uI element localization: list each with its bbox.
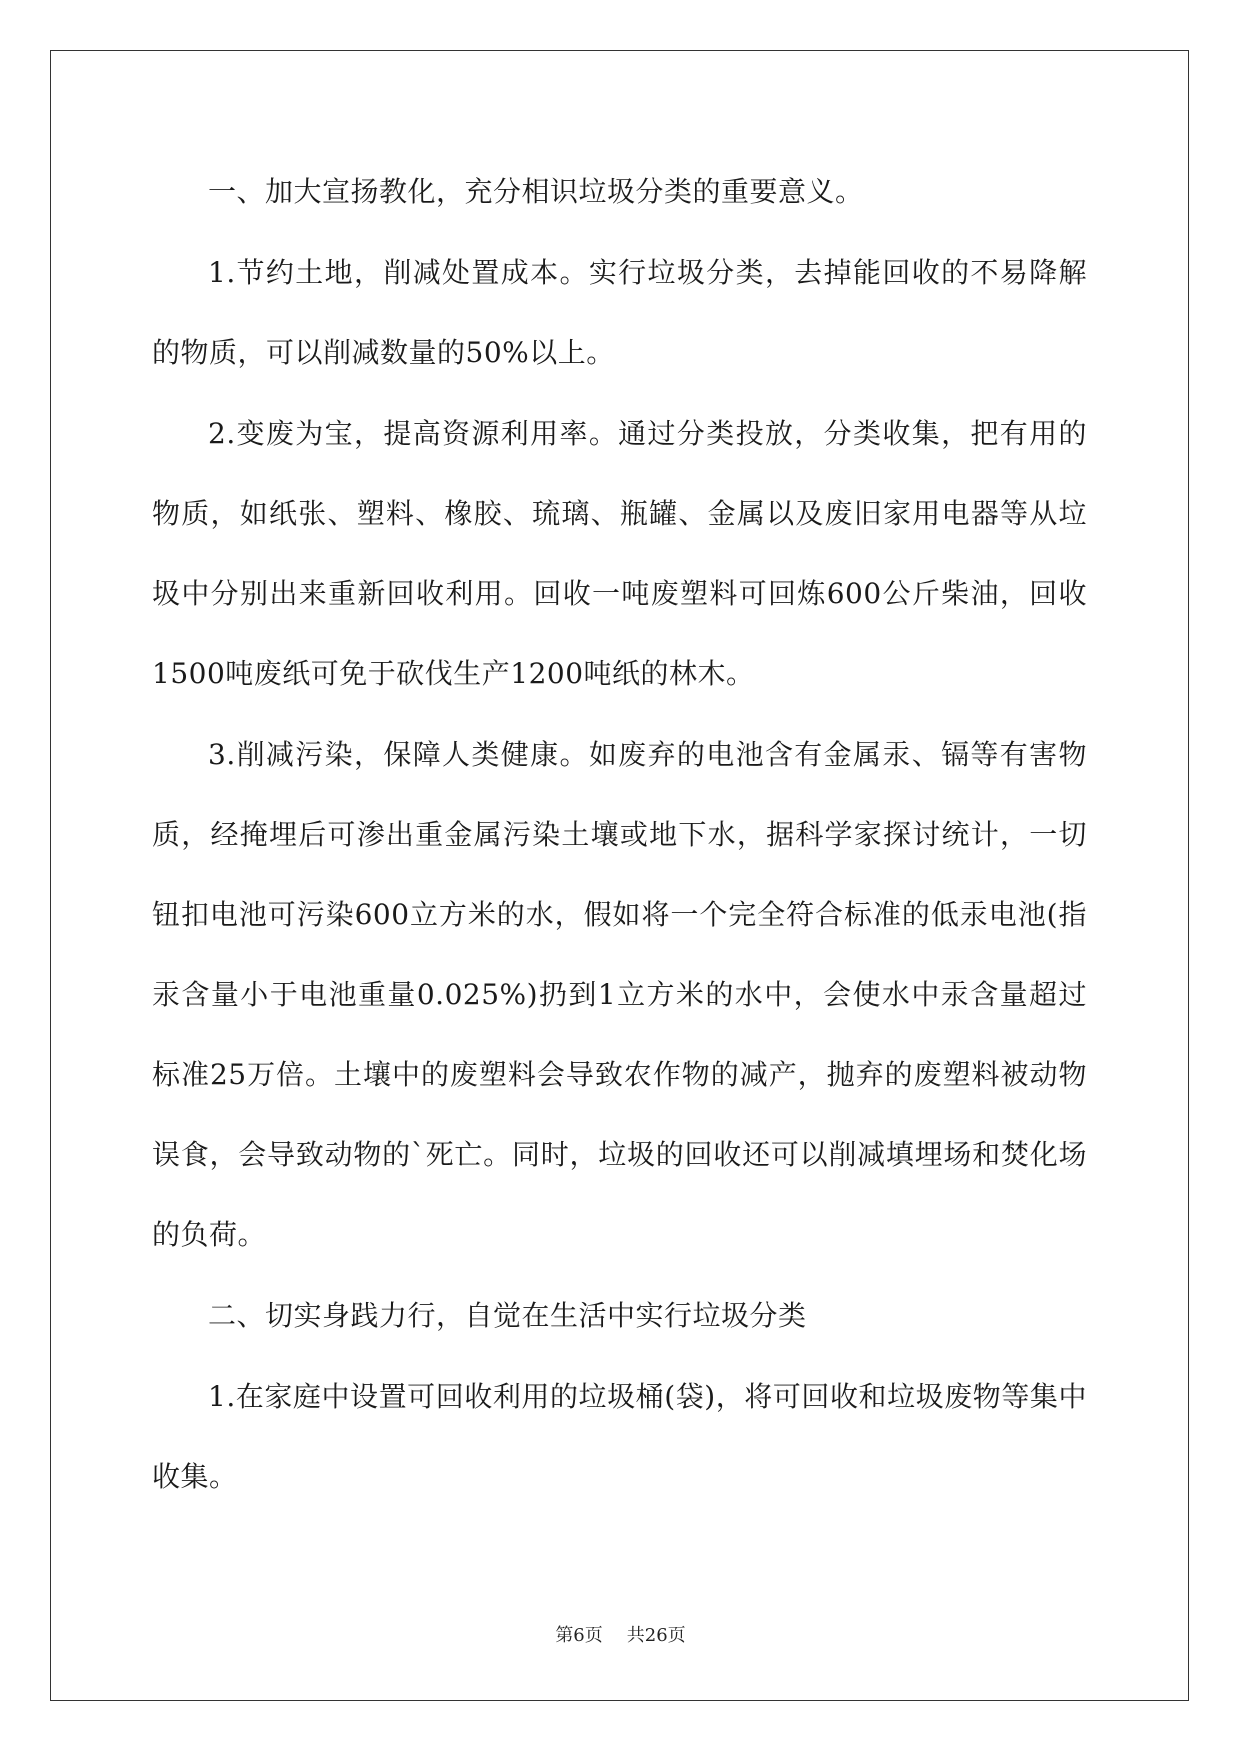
page-total: 共26页 [626, 1625, 686, 1646]
section-heading-1: 一、加大宣扬教化，充分相识垃圾分类的重要意义。 [208, 175, 864, 208]
page-number: 第6页 [555, 1625, 603, 1646]
section-heading-2: 二、切实身践力行，自觉在生活中实行垃圾分类 [208, 1299, 807, 1332]
page-footer [0, 1625, 1241, 1647]
paragraph-1: 1.节约土地，削减处置成本。实行垃圾分类，去掉能回收的不易降解的物质，可以削减数量的50%以上。 [152, 256, 1087, 369]
paragraph-4: 1.在家庭中设置可回收利用的垃圾桶(袋)，将可回收和垃圾废物等集中收集。 [152, 1380, 1087, 1493]
paragraph-3: 3.削减污染，保障人类健康。如废弃的电池含有金属汞、镉等有害物质，经掩埋后可渗出重金属污染土壤或地下水，据科学家探讨统计，一切钮扣电池可污染600立方米的水，假如将一个完全符合标准的低汞电池(指汞含量小于电池重量0.025%)扔到1立方米的水中，会使水中汞含量超过标准25万倍。土壤中的废塑料会导致农作物的减产，抛弃的废塑料被动物误食，会导致动物的`死亡。同时，垃圾的回收还可以削减填埋场和焚化场的负荷。 [152, 738, 1087, 1251]
paragraph-2: 2.变废为宝，提高资源利用率。通过分类投放，分类收集，把有用的物质，如纸张、塑料、橡胶、琉璃、瓶罐、金属以及废旧家用电器等从垃圾中分别出来重新回收利用。回收一吨废塑料可回炼600公斤柴油，回收1500吨废纸可免于砍伐生产1200吨纸的林木。 [152, 417, 1087, 690]
document-body [152, 152, 1087, 1518]
